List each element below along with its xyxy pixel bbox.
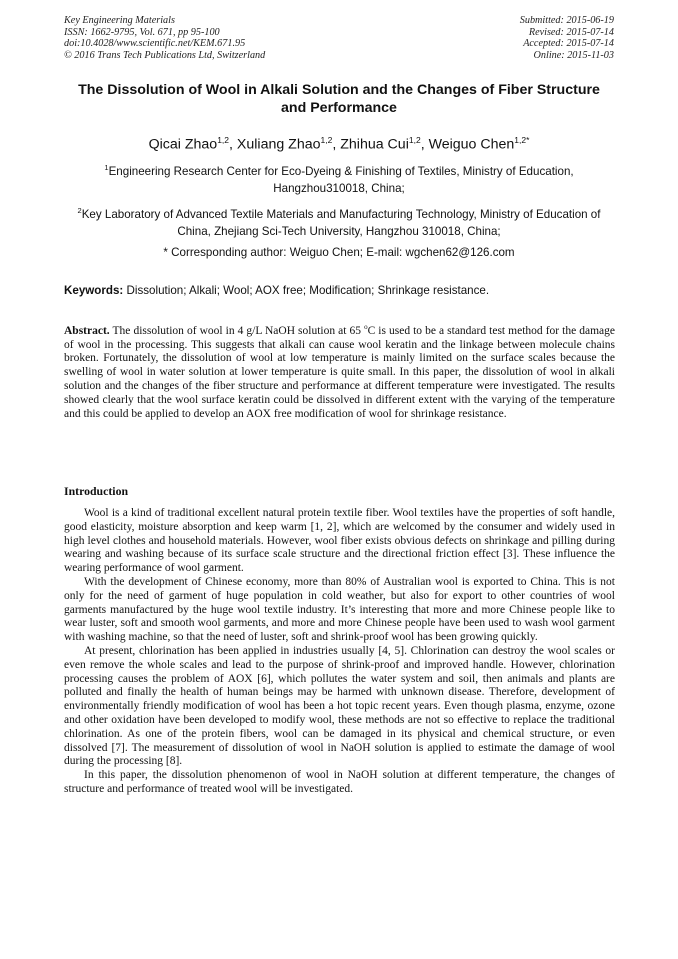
journal-name: Key Engineering Materials: [64, 15, 175, 26]
paper-title: The Dissolution of Wool in Alkali Solution and the Changes of Fiber Structure and Performance: [78, 82, 600, 116]
journal-doi: doi:10.4028/www.scientific.net/KEM.671.95: [64, 38, 246, 50]
date-submitted: Submitted: 2015-06-19: [519, 15, 614, 26]
date-accepted: Accepted: 2015-07-14: [523, 38, 614, 50]
author-list: Qicai Zhao$^{1,2}$, Xuliang Zhao$^{1,2}$, Zhihua Cui$^{1,2}$, Weiguo Chen$^{1,2*}$: [148, 135, 530, 153]
author-affiliation-mark: 1,2: [320, 135, 333, 145]
abstract-label: Abstract.: [64, 324, 110, 337]
date-revised: Revised: 2015-07-14: [528, 26, 614, 38]
affiliation-text: Key Laboratory of Advanced Textile Materials and Manufacturing Technology, Ministry of Education of China, Zhejiang Sci-Tech University, Hangzhou 310018, China;: [81, 207, 601, 238]
affiliation-2: [70, 202, 608, 240]
abstract: [64, 321, 615, 421]
affiliation-text: Engineering Research Center for Eco-Dyeing & Finishing of Textiles, Ministry of Education, Hangzhou310018, China;: [108, 164, 574, 195]
keywords-label: Keywords:: [64, 284, 124, 297]
author-affiliation-mark: 1,2: [408, 135, 421, 145]
paragraph: At present, chlorination has been applied in industries usually [4, 5]. Chlorination can destroy the wool scales or even remove the whole scales and lead to the purpose of shrink-proof and improved handle. However, chlorination processing causes the problem of AOX [6], which pollutes the water system and soil, then animals and plants are polluted and finally the health of human beings may be harmed with unknown disease. Therefore, development of environmentally friendly modification of wool has been a hot topic recent years. Even though plasma, enzyme, ozone and other oxidation have been developed to modify wool, these methods are not so effective to replace the traditional chlorination. As one of the protein fibers, wool can be damaged in its physical and chemical structure, or even dissolved [7]. The measurement of dissolution of wool in NaOH solution is applied to estimate the damage of wool during the processing [8].: [64, 644, 615, 768]
keywords-text: Dissolution; Alkali; Wool; AOX free; Modification; Shrinkage resistance.: [126, 284, 490, 297]
publication-dates: [520, 15, 614, 61]
paragraph: Wool is a kind of traditional excellent natural protein textile fiber. Wool textiles have the properties of soft handle, good elasticity, moisture absorption and keep warm [1, 2], which are welcomed by the consumer and widely used in high level clothes and household materials. However, wool fiber exists obvious defects on shrinkage and pilling during wearing and washing because of its surface scale structure and the directional friction effect [3]. These influence the wearing performance of wool garment.: [64, 507, 615, 575]
date-online: Online: 2015-11-03: [533, 49, 614, 61]
affiliation-1: [70, 159, 608, 197]
affiliation-mark: 1: [104, 163, 109, 172]
journal-copyright: © 2016 Trans Tech Publications Ltd, Switzerland: [64, 49, 266, 61]
author-affiliation-mark: 1,2*: [514, 135, 530, 145]
degree-mark: o: [364, 323, 368, 331]
abstract-text-end: C is used to be a standard test method for the damage of wool in the processing. This suggests that alkali can cause wool keratin and the linkage between molecule chains broken. Fortunately, the dissolution of wool at low temperature is mainly limited on the surface scales because the swelling of wool in water solution at lower temperature is quite small. In this paper, the dissolution of wool in alkali solution and the changes of the fiber structure and performance at different temperature were investigated. The results showed clearly that the wool surface keratin could be dissolved in different extent with the varying of the temperature and this could be applied to develop an AOX free modification of wool for shrinkage resistance.: [64, 324, 616, 420]
journal-issn: ISSN: 1662-9795, Vol. 671, pp 95-100: [64, 26, 220, 38]
author-name: Xuliang Zhao: [236, 136, 321, 153]
section-heading-introduction: Introduction: [64, 484, 129, 498]
author-name: Zhihua Cui: [340, 136, 409, 153]
author-affiliation-mark: 1,2: [217, 135, 230, 145]
paragraph: With the development of Chinese economy, more than 80% of Australian wool is exported to China. This is not only for the need of garment of huge population in cold weather, but also for export to other countries of wool garments manufactured by the huge wool textile industry. It’s interesting that more and more Chinese people like to wear luster, soft and smooth wool garments, and more and more Chinese people have been used to wash wool garment with washing machine, so that the need of luster, soft and shrink-proof wool has been growing quickly.: [64, 575, 615, 644]
keywords: [64, 283, 616, 298]
author-name: Qicai Zhao: [148, 136, 218, 153]
corresponding-author: * Corresponding author: Weiguo Chen; E-mail: wgchen62@126.com: [163, 246, 515, 259]
introduction-body: [64, 507, 615, 797]
affiliation-mark: 2: [77, 206, 82, 215]
author-name: Weiguo Chen: [428, 136, 515, 153]
journal-info: [64, 15, 265, 61]
paragraph: In this paper, the dissolution phenomenon of wool in NaOH solution at different temperature, the changes of structure and performance of treated wool will be investigated.: [64, 769, 615, 795]
abstract-text-start: The dissolution of wool in 4 g/L NaOH solution at 65: [112, 324, 365, 337]
